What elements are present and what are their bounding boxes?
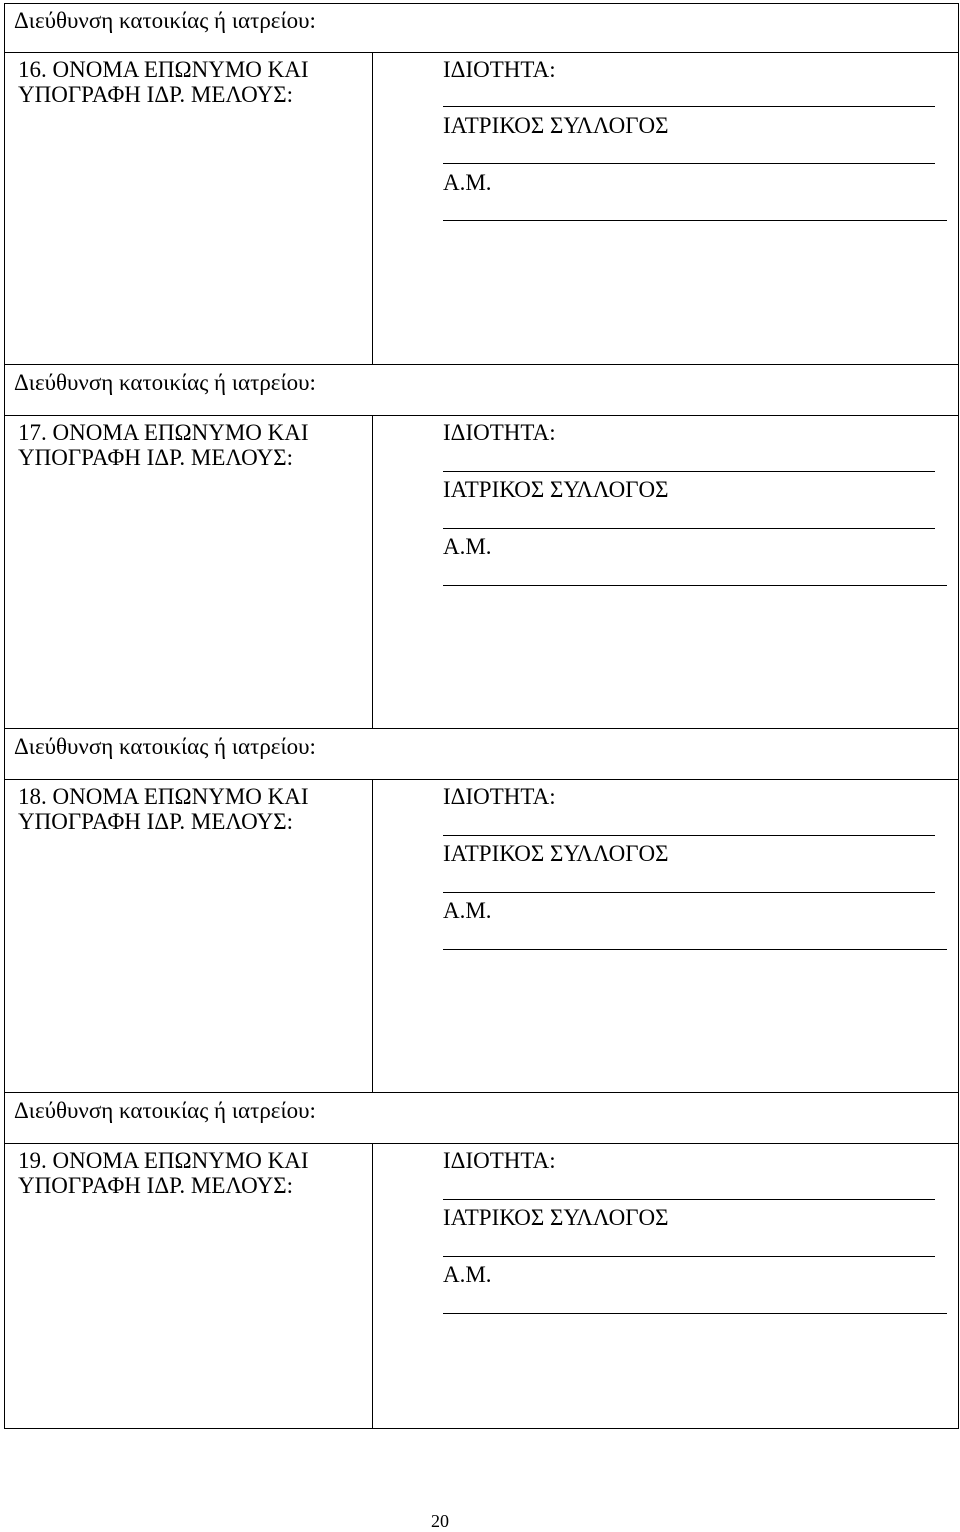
page-number: 20: [431, 1511, 449, 1531]
member-signature-label: ΥΠΟΓΡΑΦΗ ΙΔΡ. ΜΕΛΟΥΣ:: [18, 1173, 293, 1198]
association-fill-line[interactable]: [443, 892, 935, 893]
association-fill-line[interactable]: [443, 163, 935, 164]
association-label: ΙΑΤΡΙΚΟΣ ΣΥΛΛΟΓΟΣ: [443, 477, 669, 502]
member-number-name-label: 16. ΟΝΟΜΑ ΕΠΩΝΥΜΟ ΚΑΙ: [18, 57, 309, 82]
reg-number-label: Α.Μ.: [443, 534, 492, 559]
reg-number-label: Α.Μ.: [443, 1262, 492, 1287]
row-divider: [4, 364, 959, 365]
capacity-label: ΙΔΙΟΤΗΤΑ:: [443, 784, 556, 809]
row-divider: [4, 728, 959, 729]
association-label: ΙΑΤΡΙΚΟΣ ΣΥΛΛΟΓΟΣ: [443, 1205, 669, 1230]
capacity-label: ΙΔΙΟΤΗΤΑ:: [443, 420, 556, 445]
column-divider: [372, 52, 373, 364]
reg-number-fill-line[interactable]: [443, 1313, 947, 1314]
reg-number-fill-line[interactable]: [443, 220, 947, 221]
row-divider: [4, 1092, 959, 1093]
reg-number-fill-line[interactable]: [443, 949, 947, 950]
address-label: Διεύθυνση κατοικίας ή ιατρείου:: [14, 8, 316, 33]
reg-number-fill-line[interactable]: [443, 585, 947, 586]
reg-number-label: Α.Μ.: [443, 898, 492, 923]
address-label: Διεύθυνση κατοικίας ή ιατρείου:: [14, 734, 316, 759]
capacity-fill-line[interactable]: [443, 106, 935, 107]
column-divider: [372, 415, 373, 728]
column-divider: [372, 779, 373, 1092]
member-number-name-label: 17. ΟΝΟΜΑ ΕΠΩΝΥΜΟ ΚΑΙ: [18, 420, 309, 445]
member-signature-label: ΥΠΟΓΡΑΦΗ ΙΔΡ. ΜΕΛΟΥΣ:: [18, 82, 293, 107]
column-divider: [372, 1143, 373, 1429]
member-signature-label: ΥΠΟΓΡΑΦΗ ΙΔΡ. ΜΕΛΟΥΣ:: [18, 445, 293, 470]
row-divider: [4, 1143, 959, 1144]
association-fill-line[interactable]: [443, 528, 935, 529]
capacity-fill-line[interactable]: [443, 471, 935, 472]
association-label: ΙΑΤΡΙΚΟΣ ΣΥΛΛΟΓΟΣ: [443, 841, 669, 866]
row-divider: [4, 779, 959, 780]
capacity-label: ΙΔΙΟΤΗΤΑ:: [443, 1148, 556, 1173]
member-signature-label: ΥΠΟΓΡΑΦΗ ΙΔΡ. ΜΕΛΟΥΣ:: [18, 809, 293, 834]
association-fill-line[interactable]: [443, 1256, 935, 1257]
association-label: ΙΑΤΡΙΚΟΣ ΣΥΛΛΟΓΟΣ: [443, 113, 669, 138]
member-number-name-label: 19. ΟΝΟΜΑ ΕΠΩΝΥΜΟ ΚΑΙ: [18, 1148, 309, 1173]
row-divider: [4, 415, 959, 416]
capacity-label: ΙΔΙΟΤΗΤΑ:: [443, 57, 556, 82]
row-divider: [4, 52, 959, 53]
reg-number-label: Α.Μ.: [443, 170, 492, 195]
address-label: Διεύθυνση κατοικίας ή ιατρείου:: [14, 1098, 316, 1123]
member-number-name-label: 18. ΟΝΟΜΑ ΕΠΩΝΥΜΟ ΚΑΙ: [18, 784, 309, 809]
capacity-fill-line[interactable]: [443, 835, 935, 836]
address-label: Διεύθυνση κατοικίας ή ιατρείου:: [14, 370, 316, 395]
capacity-fill-line[interactable]: [443, 1199, 935, 1200]
